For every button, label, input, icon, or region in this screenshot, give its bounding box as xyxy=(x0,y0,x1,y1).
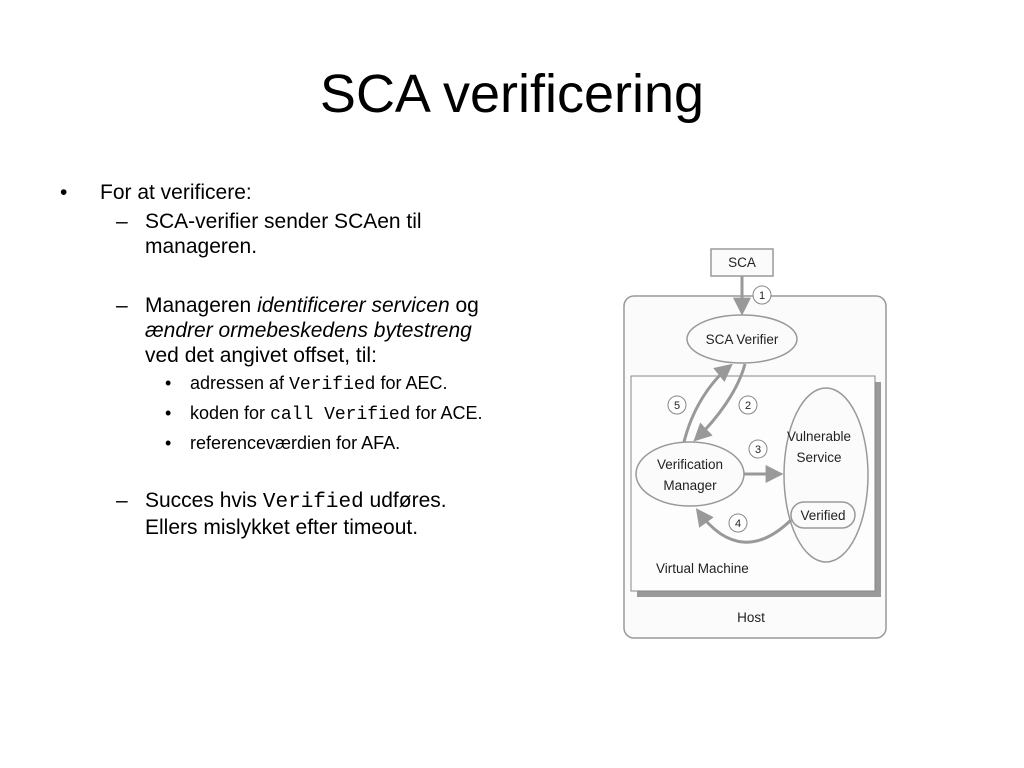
step-label-4: 4 xyxy=(734,518,742,530)
code-call-verified: call Verified xyxy=(270,405,411,425)
verification-manager-label-line1: Verification xyxy=(656,457,724,472)
sub-bullet-code xyxy=(60,402,500,426)
text-run: koden for xyxy=(190,403,271,423)
text-run: og xyxy=(449,294,479,317)
verified-label: Verified xyxy=(800,508,846,523)
slide-title: SCA verificering xyxy=(319,64,705,124)
dash-item-send: – SCA-verifier sender SCAen til manageren. xyxy=(60,209,500,259)
sub-bullet-reference: • referenceværdien for AFA. xyxy=(60,432,500,454)
virtual-machine-label: Virtual Machine xyxy=(656,561,749,576)
architecture-diagram xyxy=(610,240,900,650)
step-label-5: 5 xyxy=(673,400,681,412)
dash-item-manager xyxy=(60,293,500,368)
architecture-figure xyxy=(610,240,900,650)
emphasis-identify: identificerer servicen xyxy=(257,294,450,317)
text-run: adressen af xyxy=(190,373,290,393)
sca-label: SCA xyxy=(728,255,756,270)
text-run: Succes hvis xyxy=(145,489,263,512)
bullet-verify: • For at verificere: xyxy=(60,180,500,205)
host-label: Host xyxy=(737,610,765,625)
text-run: Manageren xyxy=(145,294,258,317)
text-run: for AEC. xyxy=(375,373,448,393)
code-verified: Verified xyxy=(289,375,376,395)
step-label-3: 3 xyxy=(754,444,762,456)
text-run: ved det angivet offset, til: xyxy=(145,344,377,367)
verification-manager-node xyxy=(636,442,744,506)
step-label-1: 1 xyxy=(758,290,766,302)
text-run: udføres. Ellers mislykket efter timeout. xyxy=(145,489,447,539)
sca-verifier-label: SCA Verifier xyxy=(705,332,779,347)
vulnerable-service-label-line2: Service xyxy=(796,450,842,465)
code-verified: Verified xyxy=(262,491,364,514)
vulnerable-service-label-line1: Vulnerable xyxy=(786,429,852,444)
bullet-list xyxy=(60,180,500,540)
verification-manager-label-line2: Manager xyxy=(663,478,717,493)
vulnerable-service-node xyxy=(784,388,868,562)
step-label-2: 2 xyxy=(744,400,752,412)
sub-bullet-address xyxy=(60,372,500,396)
emphasis-change: ændrer ormebeskedens bytestreng xyxy=(145,319,472,342)
text-run: for ACE. xyxy=(410,403,483,423)
dash-item-success xyxy=(60,488,500,540)
